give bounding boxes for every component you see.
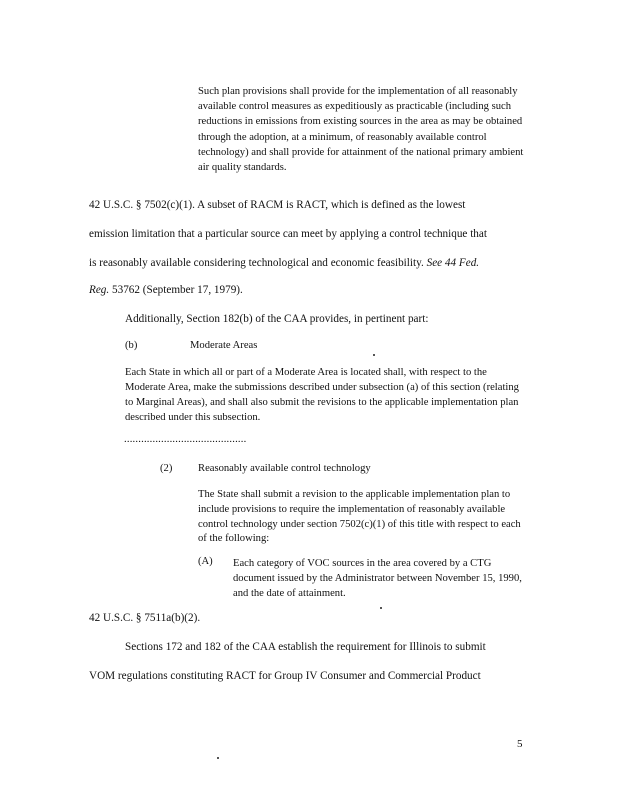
block-quote-racm: Such plan provisions shall provide for the implementation of all reasonably available control measures as expeditiously as practicable (including such reductions in emissions from existing sources in the area as may be obtained through the adoption, at a minimum, of reasonably available control technology) and shall provide for attainment of the national primary ambient air quality standards. bbox=[198, 86, 524, 174]
paragraph-line-4 bbox=[89, 284, 243, 296]
item-a-label: (A) bbox=[198, 556, 213, 567]
paragraph2-line-2: VOM regulations constituting RACT for Group IV Consumer and Commercial Product bbox=[89, 670, 481, 682]
page-number: 5 bbox=[517, 738, 523, 750]
paragraph-line-1: 42 U.S.C. § 7502(c)(1). A subset of RACM is RACT, which is defined as the lowest bbox=[89, 199, 466, 211]
block-quote-ract: The State shall submit a revision to the applicable implementation plan to include provisions to require the implementation of reasonably available control technology under section 7502(c)(1) of this title with respect to each of the following: bbox=[198, 489, 521, 545]
block-quote-voc-sources: Each category of VOC sources in the area covered by a CTG document issued by the Administrator between November 15, 1990, and the date of attainment. bbox=[233, 558, 522, 599]
ellipsis-separator: ........................................... bbox=[124, 434, 247, 445]
paragraph-line-4-text: 53762 (September 17, 1979). bbox=[112, 284, 243, 296]
scan-speck bbox=[217, 757, 219, 759]
paragraph-line-2: emission limitation that a particular source can meet by applying a control technique that bbox=[89, 228, 487, 240]
section-b-title: Moderate Areas bbox=[190, 340, 258, 351]
paragraph-line-3 bbox=[89, 257, 479, 269]
section-b-label: (b) bbox=[125, 340, 138, 351]
citation-see-fed: See 44 Fed. bbox=[426, 257, 480, 269]
citation-7511a: 42 U.S.C. § 7511a(b)(2). bbox=[89, 612, 201, 624]
scan-speck bbox=[373, 354, 375, 356]
additionally-paragraph: Additionally, Section 182(b) of the CAA provides, in pertinent part: bbox=[125, 313, 429, 325]
citation-reg: Reg. bbox=[89, 284, 110, 296]
item-2-label: (2) bbox=[160, 463, 173, 474]
paragraph-line-3-text: is reasonably available considering technological and economic feasibility. bbox=[89, 257, 424, 269]
paragraph2-line-1: Sections 172 and 182 of the CAA establish the requirement for Illinois to submit bbox=[125, 641, 486, 653]
block-quote-moderate-areas: Each State in which all or part of a Moderate Area is located shall, with respect to the Moderate Area, make the submissions described under subsection (a) of this section (relating to Marginal Areas), and shall also submit the revisions to the applicable implementation plan described under this subsection. bbox=[125, 367, 519, 423]
scan-speck bbox=[380, 607, 382, 609]
item-2-title: Reasonably available control technology bbox=[198, 463, 371, 474]
